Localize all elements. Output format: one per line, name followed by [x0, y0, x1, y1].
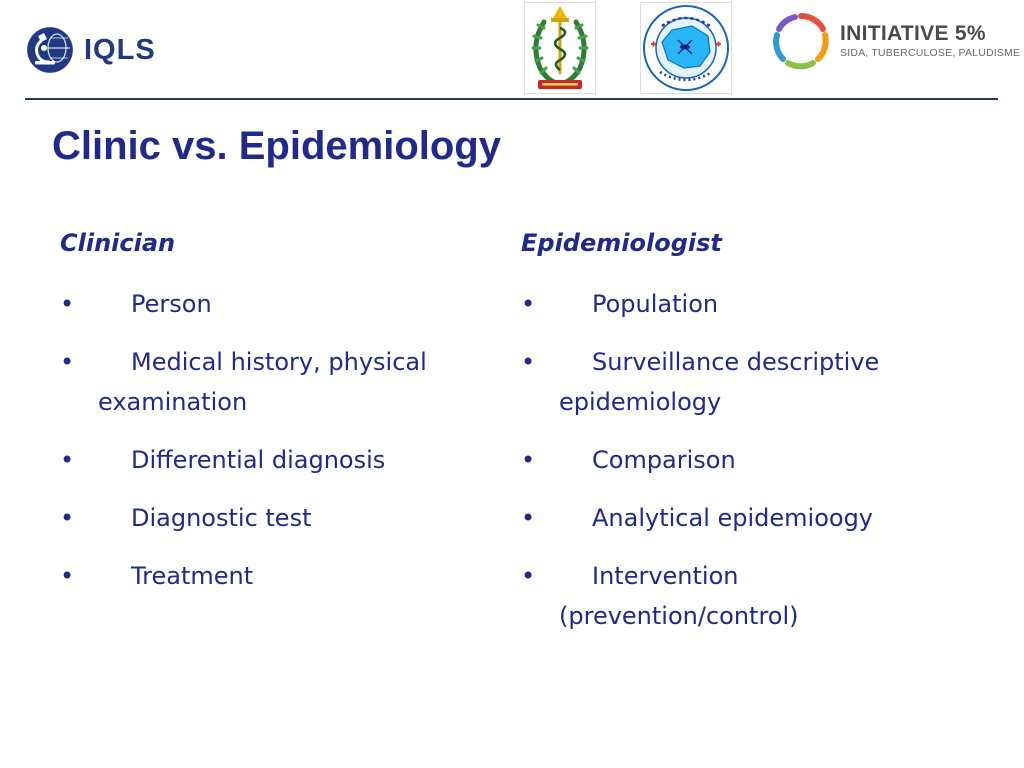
list-item-text: Person	[131, 290, 212, 318]
bullet-icon: •	[521, 446, 536, 474]
epidemiologist-list	[521, 284, 961, 636]
list-item-text: Surveillance descriptive epidemiology	[559, 348, 880, 416]
iqls-logo	[24, 24, 156, 76]
slide-title: Clinic vs. Epidemiology	[52, 124, 501, 168]
header-divider	[25, 98, 998, 100]
list-item	[521, 342, 961, 422]
list-item	[60, 440, 500, 480]
epidemiologist-column	[521, 226, 961, 654]
bullet-icon: •	[60, 446, 75, 474]
clinician-column	[60, 226, 500, 614]
clinician-list	[60, 284, 500, 596]
bullet-icon: •	[60, 348, 75, 376]
list-item-text: Comparison	[592, 446, 736, 474]
epidemiologist-heading: Epidemiologist	[521, 229, 722, 257]
initiative-logo-title: INITIATIVE 5%	[840, 22, 986, 46]
initiative-5-logo	[770, 10, 1020, 72]
bullet-icon: •	[521, 504, 536, 532]
caduceus-wreath-icon	[524, 2, 596, 94]
list-item	[60, 556, 500, 596]
list-item-text: Population	[592, 290, 719, 318]
list-item	[521, 556, 961, 636]
list-item	[60, 498, 500, 538]
initiative-logo-subtitle: SIDA, TUBERCULOSE, PALUDISME	[840, 47, 1021, 60]
bullet-icon: •	[521, 290, 536, 318]
ministry-of-health-emblem	[524, 2, 596, 94]
list-item	[60, 284, 500, 324]
bullet-icon: •	[60, 290, 75, 318]
list-item-text: Differential diagnosis	[131, 446, 386, 474]
cambodia-map-mosquito-icon	[640, 2, 732, 94]
slide-header	[0, 0, 1024, 100]
multicolor-ring-icon	[770, 10, 832, 72]
bullet-icon: •	[521, 348, 536, 376]
bullet-icon: •	[60, 562, 75, 590]
list-item	[521, 440, 961, 480]
list-item-text: Medical history, physical examination	[98, 348, 427, 416]
bullet-icon: •	[60, 504, 75, 532]
list-item-text: Intervention (prevention/control)	[559, 562, 799, 630]
list-item	[521, 498, 961, 538]
list-item	[521, 284, 961, 324]
list-item-text: Analytical epidemioogy	[592, 504, 874, 532]
list-item-text: Treatment	[131, 562, 254, 590]
globe-microscope-icon	[24, 24, 76, 76]
clinician-heading: Clinician	[60, 229, 176, 257]
list-item-text: Diagnostic test	[131, 504, 312, 532]
cnm-emblem	[640, 2, 732, 94]
bullet-icon: •	[521, 562, 536, 590]
iqls-logo-text: IQLS	[84, 33, 156, 66]
list-item	[60, 342, 500, 422]
